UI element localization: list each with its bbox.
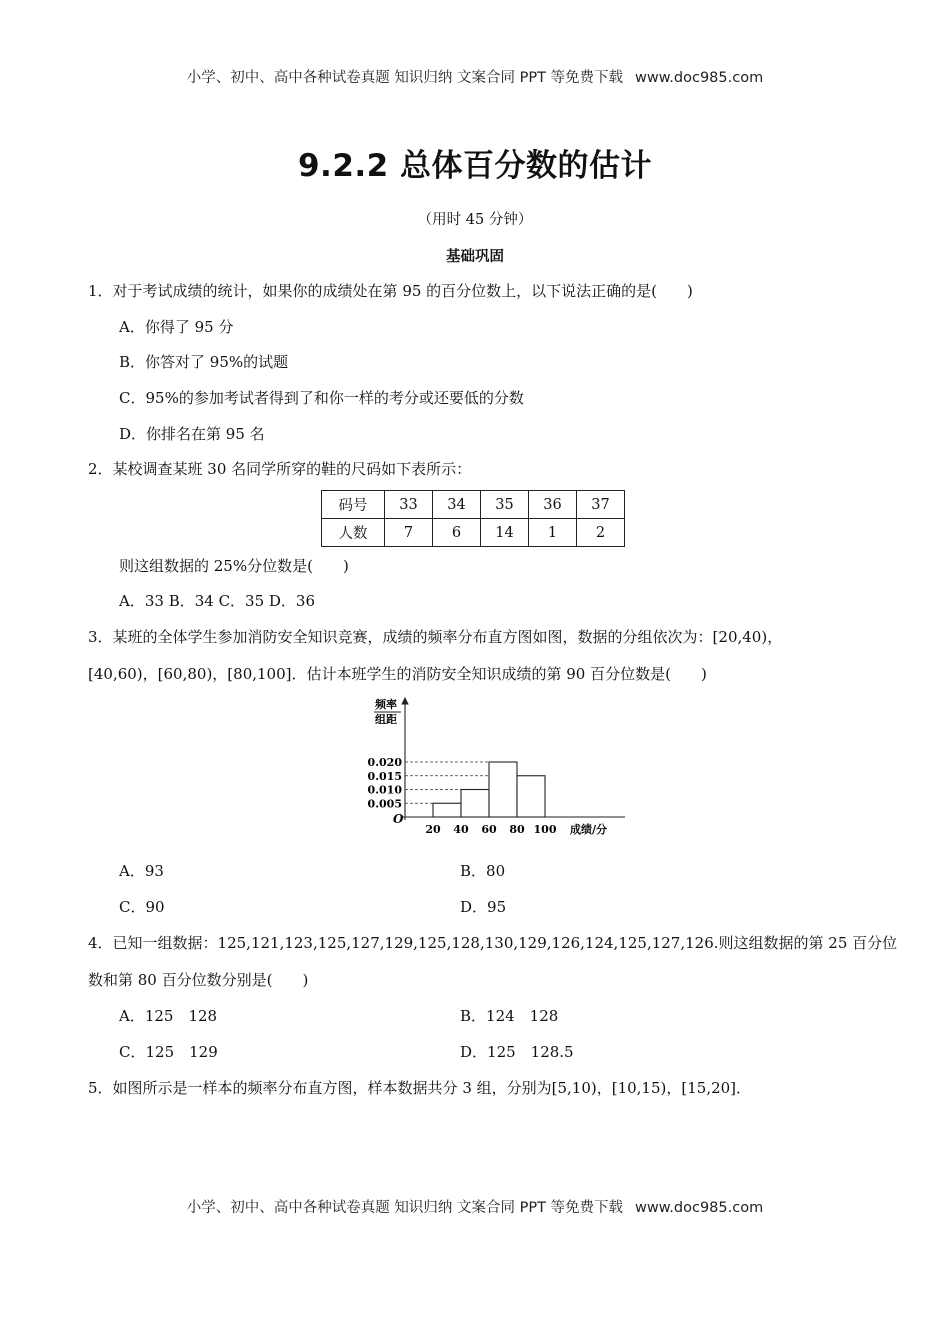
q1-option-a: A．你得了 95 分 — [119, 318, 234, 336]
section-heading: 基础巩固 — [446, 249, 504, 265]
frequency-histogram — [365, 692, 625, 840]
q1-stem: 1．对于考试成绩的统计，如果你的成绩处在第 95 的百分位数上，以下说法正确的是( ) — [88, 282, 693, 300]
page-footer — [0, 1196, 950, 1217]
y-tick-label: 0.020 — [367, 756, 402, 769]
q2-question: 则这组数据的 25%分位数是( ) — [119, 557, 349, 575]
table-cell: 35 — [481, 491, 529, 519]
x-axis-label: 成绩/分 — [570, 823, 608, 836]
q4-stem-line1: 4．已知一组数据：125,121,123,125,127,129,125,128,130,129,126,124,125,127,126.则这组数据的第 25 百分位 — [88, 934, 898, 952]
q2-options: A．33 B．34 C．35 D．36 — [119, 592, 316, 610]
histogram-bar — [489, 762, 517, 817]
q3-option-b: B．80 — [460, 862, 506, 880]
page-title: 9.2.2 总体百分数的估计 — [297, 148, 653, 184]
y-axis-label-top: 频率 — [375, 698, 397, 711]
q1-option-c: C．95%的参加考试者得到了和你一样的考分或还要低的分数 — [119, 389, 524, 407]
table-cell: 2 — [577, 519, 625, 547]
table-cell: 37 — [577, 491, 625, 519]
table-cell: 34 — [433, 491, 481, 519]
q5-stem: 5．如图所示是一样本的频率分布直方图，样本数据共分 3 组，分别为[5,10)，[10,15)，[15,20]． — [88, 1079, 752, 1097]
table-cell: 36 — [529, 491, 577, 519]
x-tick-label: 100 — [533, 823, 557, 836]
q4-option-d: D．125 128.5 — [460, 1043, 574, 1061]
q4-stem-line2: 数和第 80 百分位数分别是( ) — [88, 971, 309, 989]
page-header — [0, 66, 950, 87]
table-header-cell: 人数 — [322, 519, 385, 547]
q4-option-c: C．125 129 — [119, 1043, 218, 1061]
table-cell: 7 — [385, 519, 433, 547]
table-cell: 1 — [529, 519, 577, 547]
x-tick-label: 20 — [425, 823, 441, 836]
y-tick-label: 0.005 — [367, 797, 402, 811]
q3-stem-line1: 3．某班的全体学生参加消防安全知识竞赛，成绩的频率分布直方图如图，数据的分组依次为：[20,40)， — [88, 628, 783, 646]
y-tick-label: 0.015 — [367, 769, 402, 783]
q4-option-a: A．125 128 — [119, 1007, 218, 1025]
y-axis-label-bottom: 组距 — [375, 713, 397, 726]
origin-label: O — [393, 812, 404, 826]
table-row — [322, 491, 625, 519]
y-tick-label: 0.010 — [367, 783, 402, 797]
table-cell: 33 — [385, 491, 433, 519]
histogram-bar — [461, 790, 489, 818]
q4-option-b: B．124 128 — [460, 1007, 559, 1025]
q3-option-d: D．95 — [460, 898, 507, 916]
x-tick-label: 80 — [509, 823, 525, 836]
header-text: 小学、初中、高中各种试卷真题 知识归纳 文案合同 PPT 等免费下载 — [186, 70, 624, 86]
header-url[interactable]: www.doc985.com — [635, 70, 764, 86]
table-row — [322, 519, 625, 547]
q3-stem-line2: [40,60)，[60,80)，[80,100]．估计本班学生的消防安全知识成绩的第 90 百分位数是( ) — [88, 665, 707, 683]
q1-option-d: D．你排名在第 95 名 — [119, 425, 265, 443]
x-tick-label: 40 — [453, 823, 469, 836]
table-cell: 14 — [481, 519, 529, 547]
q2-stem: 2．某校调查某班 30 名同学所穿的鞋的尺码如下表所示： — [88, 460, 472, 478]
table-header-cell: 码号 — [322, 491, 385, 519]
histogram-bar — [433, 803, 461, 817]
histogram-bar — [517, 776, 545, 817]
shoe-size-table — [321, 490, 625, 547]
q3-option-c: C．90 — [119, 898, 165, 916]
x-tick-label: 60 — [481, 823, 497, 836]
q3-option-a: A．93 — [119, 862, 164, 880]
time-limit: （用时 45 分钟） — [417, 212, 533, 228]
table-cell: 6 — [433, 519, 481, 547]
footer-url[interactable]: www.doc985.com — [635, 1200, 764, 1216]
footer-text: 小学、初中、高中各种试卷真题 知识归纳 文案合同 PPT 等免费下载 — [186, 1200, 624, 1216]
q1-option-b: B．你答对了 95%的试题 — [119, 353, 289, 371]
